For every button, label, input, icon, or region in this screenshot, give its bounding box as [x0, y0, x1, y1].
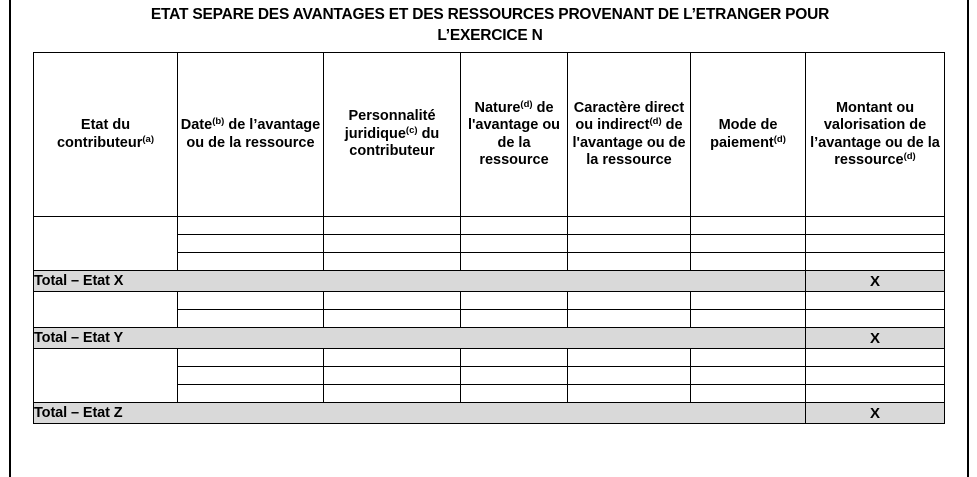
footnote-marker: (d) [773, 133, 786, 145]
entry-cell-date[interactable] [178, 310, 324, 328]
entry-cell-mode-de-paiement[interactable] [691, 235, 806, 253]
column-header-text: Date [180, 117, 213, 133]
table-row [34, 292, 945, 310]
table-row [34, 217, 945, 235]
entry-cell-caractere-direct-ou-indirect[interactable] [568, 217, 691, 235]
entry-cell-personnalite-juridique[interactable] [324, 367, 461, 385]
foreign-benefits-table [33, 52, 945, 424]
total-row-value: X [806, 328, 945, 349]
footnote-marker: (c) [405, 124, 418, 136]
entry-cell-nature[interactable] [461, 292, 568, 310]
entry-cell-date[interactable] [178, 217, 324, 235]
entry-cell-montant-ou-valorisation[interactable] [806, 235, 945, 253]
entry-cell-mode-de-paiement[interactable] [691, 385, 806, 403]
entry-cell-personnalite-juridique[interactable] [324, 349, 461, 367]
entry-cell-nature[interactable] [461, 385, 568, 403]
entry-cell-caractere-direct-ou-indirect[interactable] [568, 385, 691, 403]
column-header-text-tail: de l'avantage ou de la ressource [467, 99, 561, 168]
entry-cell-mode-de-paiement[interactable] [691, 253, 806, 271]
total-row-label: Total – Etat X [34, 271, 806, 292]
column-header-text: Nature [474, 99, 521, 116]
entry-cell-personnalite-juridique[interactable] [324, 385, 461, 403]
total-row-label: Total – Etat Z [34, 403, 806, 424]
entry-cell-nature[interactable] [461, 367, 568, 385]
entry-cell-date[interactable] [178, 253, 324, 271]
document-title-line-1: ETAT SEPARE DES AVANTAGES ET DES RESSOURCES PROVENANT DE L’ETRANGER POUR [150, 6, 830, 23]
column-header-text: Mode de paiement [710, 117, 778, 151]
entry-cell-date[interactable] [178, 292, 324, 310]
total-row [34, 271, 945, 292]
column-header-text-tail: de l'avantage ou de la ressource [572, 117, 686, 168]
entry-cell-montant-ou-valorisation[interactable] [806, 367, 945, 385]
entry-cell-etat-du-contributeur[interactable] [34, 349, 178, 403]
column-header-text: Personnalité juridique [344, 108, 436, 142]
entry-cell-nature[interactable] [461, 349, 568, 367]
entry-cell-mode-de-paiement[interactable] [691, 292, 806, 310]
entry-cell-date[interactable] [178, 385, 324, 403]
entry-cell-personnalite-juridique[interactable] [324, 292, 461, 310]
entry-cell-mode-de-paiement[interactable] [691, 310, 806, 328]
table-header-row [34, 53, 945, 217]
entry-cell-montant-ou-valorisation[interactable] [806, 292, 945, 310]
column-header-text-tail: du contributeur [349, 125, 440, 160]
entry-cell-mode-de-paiement[interactable] [691, 367, 806, 385]
column-header-etat-du-contributeur [34, 53, 178, 217]
entry-cell-personnalite-juridique[interactable] [324, 253, 461, 271]
column-header-caractere-direct-ou-indirect [568, 53, 691, 217]
column-header-text: Montant ou valorisation de l’avantage ou de la ressource [810, 99, 940, 168]
entry-cell-caractere-direct-ou-indirect[interactable] [568, 310, 691, 328]
entry-cell-etat-du-contributeur[interactable] [34, 292, 178, 328]
footnote-marker: (d) [649, 116, 662, 127]
entry-cell-personnalite-juridique[interactable] [324, 217, 461, 235]
column-header-personnalite-juridique [324, 53, 461, 217]
entry-cell-caractere-direct-ou-indirect[interactable] [568, 235, 691, 253]
entry-cell-mode-de-paiement[interactable] [691, 217, 806, 235]
total-row-value: X [806, 403, 945, 424]
entry-cell-nature[interactable] [461, 253, 568, 271]
column-header-mode-de-paiement [691, 53, 806, 217]
entry-cell-etat-du-contributeur[interactable] [34, 217, 178, 271]
entry-cell-montant-ou-valorisation[interactable] [806, 310, 945, 328]
table-header [34, 53, 945, 217]
total-row [34, 403, 945, 424]
entry-cell-date[interactable] [178, 235, 324, 253]
entry-cell-caractere-direct-ou-indirect[interactable] [568, 253, 691, 271]
column-header-montant-ou-valorisation [806, 53, 945, 217]
entry-cell-caractere-direct-ou-indirect[interactable] [568, 292, 691, 310]
footnote-marker: (d) [520, 98, 533, 110]
entry-cell-montant-ou-valorisation[interactable] [806, 253, 945, 271]
entry-cell-nature[interactable] [461, 217, 568, 235]
table-body [34, 217, 945, 424]
column-header-date [178, 53, 324, 217]
entry-cell-mode-de-paiement[interactable] [691, 349, 806, 367]
footnote-marker: (d) [903, 151, 916, 162]
column-header-nature [461, 53, 568, 217]
entry-cell-montant-ou-valorisation[interactable] [806, 217, 945, 235]
entry-cell-nature[interactable] [461, 235, 568, 253]
entry-cell-date[interactable] [178, 367, 324, 385]
footnote-marker: (b) [212, 116, 225, 127]
column-header-text: Etat du contributeur [56, 117, 143, 151]
total-row-label: Total – Etat Y [34, 328, 806, 349]
entry-cell-montant-ou-valorisation[interactable] [806, 385, 945, 403]
entry-cell-caractere-direct-ou-indirect[interactable] [568, 367, 691, 385]
footnote-marker: (a) [142, 133, 154, 145]
foreign-benefits-table-container [33, 52, 944, 424]
entry-cell-personnalite-juridique[interactable] [324, 235, 461, 253]
document-title-line-2: L’EXERCICE N [437, 27, 543, 44]
table-row [34, 349, 945, 367]
document-title [70, 4, 910, 46]
column-header-text: Caractère direct ou indirect [573, 99, 685, 133]
entry-cell-montant-ou-valorisation[interactable] [806, 349, 945, 367]
entry-cell-caractere-direct-ou-indirect[interactable] [568, 349, 691, 367]
entry-cell-nature[interactable] [461, 310, 568, 328]
entry-cell-personnalite-juridique[interactable] [324, 310, 461, 328]
column-header-text-tail: de l’avantage ou de la ressource [186, 117, 321, 151]
entry-cell-date[interactable] [178, 349, 324, 367]
total-row [34, 328, 945, 349]
total-row-value: X [806, 271, 945, 292]
